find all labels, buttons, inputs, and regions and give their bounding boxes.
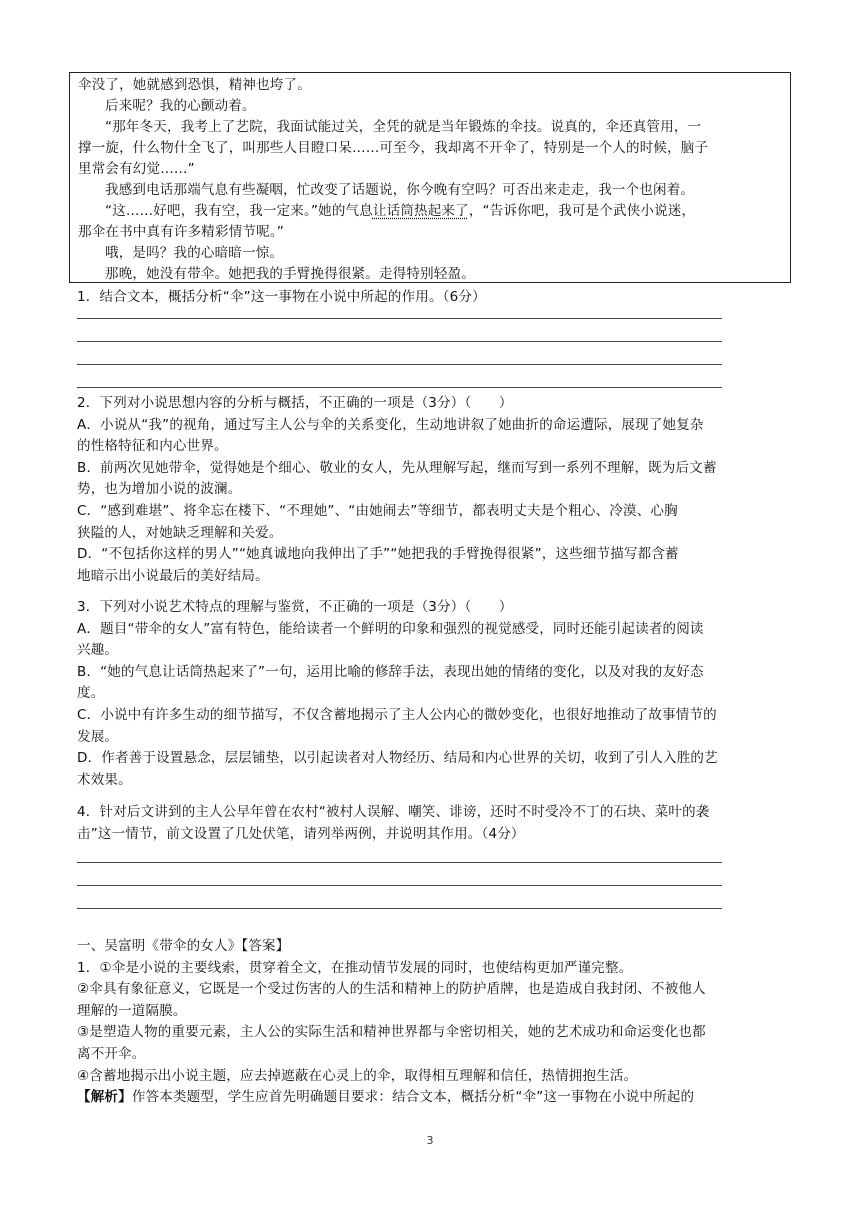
answer-line	[77, 387, 722, 388]
answer-point-4: ④含蓄地揭示出小说主题，应去掉遮蔽在心灵上的伞，取得相互理解和信任，热情拥抱生活。	[77, 1067, 638, 1084]
option-a-cont: 兴趣。	[77, 642, 119, 659]
question-stem: 1．结合文本，概括分析“伞”这一事物在小说中所起的作用。（6分）	[77, 289, 486, 305]
answer-line	[77, 885, 722, 886]
analysis-line	[77, 1087, 787, 1109]
answer-line	[77, 318, 722, 319]
passage-text: ，“告诉你吧，我可是个武侠小说迷，	[468, 203, 696, 219]
analysis-text: 作答本类题型，学生应首先明确题目要求：结合文本，概括分析“伞”这一事物在小说中所起的	[131, 1089, 695, 1106]
answer-point-3: ③是塑造人物的重要元素，主人公的实际生活和精神世界都与伞密切相关，她的艺术成功和命运变化也都	[77, 1024, 706, 1041]
passage-line: “那年冬天，我考上了艺院，我面试能过关，全凭的就是当年锻炼的伞技。说真的，伞还真管用，一	[105, 119, 702, 135]
answer-point-3-cont: 离不开伞。	[77, 1045, 146, 1062]
option-b: B．“她的气息让话筒热起来了”一句，运用比喻的修辞手法，表现出她的情绪的变化，以及对我的友好态	[77, 663, 704, 680]
question-stem: 4．针对后文讲到的主人公早年曾在农村“被村人误解、嘲笑、诽谤，还时不时受冷不丁的石块、菜叶的袭	[77, 804, 710, 820]
option-c-cont: 发展。	[77, 728, 119, 745]
answer-line	[77, 908, 722, 909]
analysis-label: 【解析】	[77, 1089, 132, 1106]
question-3	[77, 597, 787, 791]
passage-text: “这……好吧，我有空，我一定来。”她的气息	[105, 203, 373, 219]
option-a: A．题目“带伞的女人”富有特色，能给读者一个鲜明的印象和强烈的视觉感受，同时还能引起读者的阅读	[77, 620, 704, 637]
option-b-cont: 势，也为增加小说的波澜。	[77, 481, 242, 498]
answer-line	[77, 862, 722, 863]
option-a: A．小说从“我”的视角，通过写主人公与伞的关系变化，生动地讲叙了她曲折的命运遭际，展现了她复杂	[77, 416, 704, 433]
question-stem-cont: 击”这一情节，前文设置了几处伏笔，请列举两例，并说明其作用。（4分）	[77, 825, 525, 842]
option-b-cont: 度。	[77, 685, 105, 702]
question-stem: 3．下列对小说艺术特点的理解与鉴赏，不正确的一项是（3分）（ ）	[77, 599, 513, 615]
option-a-cont: 的性格特征和内心世界。	[77, 438, 228, 455]
passage-line: 那伞在书中真有许多精彩情节呢。”	[78, 224, 284, 240]
answer-line	[77, 341, 722, 342]
option-d: D．作者善于设置悬念，层层铺垫，以引起读者对人物经历、结局和内心世界的关切，收到了引人入胜的艺	[77, 750, 718, 767]
passage-line: 伞没了，她就感到恐惧，精神也垮了。	[78, 77, 311, 93]
answer-heading: 一、吴富明《带伞的女人》【答案】	[77, 938, 290, 954]
answer-point-1: 1．①伞是小说的主要线索，贯穿着全文，在推动情节发展的同时，也使结构更加严谨完整。	[77, 959, 633, 976]
option-d-cont: 术效果。	[77, 771, 132, 788]
passage-line: 那晚，她没有带伞。她把我的手臂挽得很紧。走得特别轻盈。	[105, 266, 475, 282]
answer-line	[77, 364, 722, 365]
page-number: 3	[426, 1134, 434, 1147]
question-4	[77, 802, 787, 845]
option-b: B．前两次见她带伞，觉得她是个细心、敬业的女人，先从理解写起，继而写到一系列不理解，既为后文蓄	[77, 459, 717, 476]
passage-line: 哦，是吗？我的心暗暗一惊。	[105, 245, 284, 261]
answer-point-2: ②伞具有象征意义，它既是一个受过伤害的人的生活和精神上的防护盾牌，也是造成自我封闭、不被他人	[77, 981, 706, 998]
passage-line: 后来呢？我的心颤动着。	[105, 98, 256, 114]
option-c-cont: 狭隘的人，对她缺乏理解和关爱。	[77, 524, 283, 541]
question-1	[77, 287, 787, 309]
passage-box	[69, 72, 791, 283]
question-stem: 2．下列对小说思想内容的分析与概括，不正确的一项是（3分）（ ）	[77, 395, 513, 411]
option-d: D．“不包括你这样的男人”“她真诚地向我伸出了手”“她把我的手臂挽得很紧”，这些细节描写都含蓄	[77, 546, 679, 563]
option-d-cont: 地暗示出小说最后的美好结局。	[77, 567, 269, 584]
passage-line: 撑一旋，什么物什全飞了，叫那些人目瞪口呆……可至今，我却离不开伞了，特别是一个人的时候，脑子	[78, 140, 709, 156]
passage-line: 里常会有幻觉……”	[78, 161, 195, 177]
option-c: C．小说中有许多生动的细节描写，不仅含蓄地揭示了主人公内心的微妙变化，也很好地推动了故事情节的	[77, 706, 717, 723]
answer-point-2-cont: 理解的一道隔膜。	[77, 1002, 187, 1019]
question-2	[77, 393, 787, 587]
passage-line	[78, 201, 782, 222]
emphasized-phrase: 让话筒热起来了	[372, 203, 469, 219]
answer-section	[77, 936, 787, 1109]
passage-line: 我感到电话那端气息有些凝咽，忙改变了话题说，你今晚有空吗？可否出来走走，我一个也闲着。	[105, 182, 695, 198]
option-c: C．“感到难堪”、将伞忘在楼下、“不理她”、“由她闹去”等细节，都表明丈夫是个粗心、冷漠、心胸	[77, 502, 678, 519]
